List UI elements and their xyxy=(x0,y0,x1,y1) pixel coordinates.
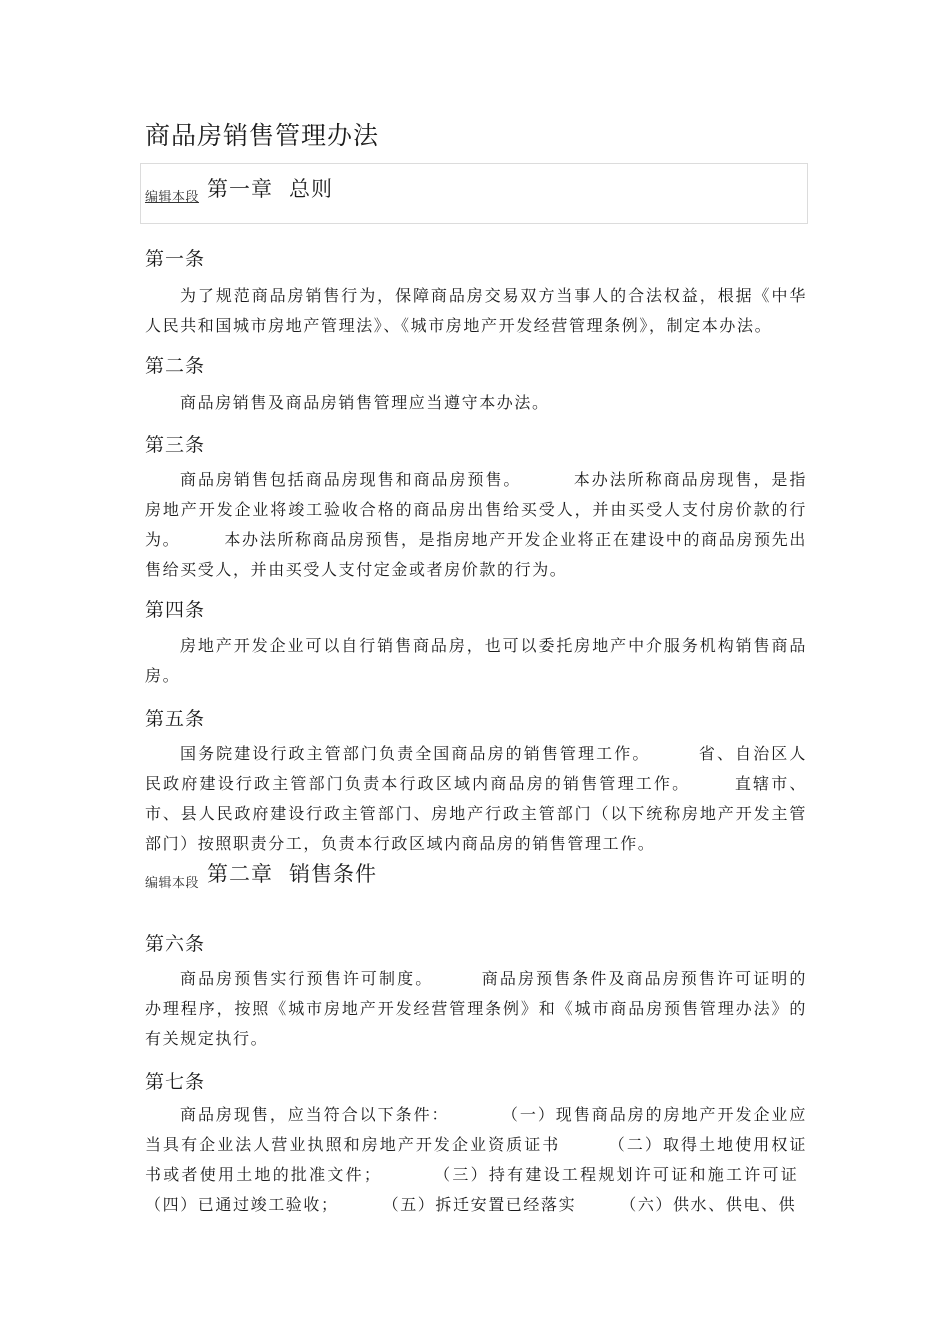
chapter-1-name: 总则 xyxy=(289,177,333,201)
article-3-heading: 第三条 xyxy=(145,434,206,456)
article-4-text: 房地产开发企业可以自行销售商品房，也可以委托房地产中介服务机构销售商品房。 xyxy=(145,636,807,685)
article-1-text: 为了规范商品房销售行为，保障商品房交易双方当事人的合法权益，根据《中华人民共和国城市房地产管理法》、《城市房地产开发经营管理条例》，制定本办法。 xyxy=(145,286,807,335)
article-5-clause-2: 省、自治区人民政府建设行政主管部门负责本行政区域内商品房的销售管理工作。 xyxy=(145,744,807,793)
edit-section-link[interactable]: 编辑本段 xyxy=(145,190,200,205)
article-5-text xyxy=(145,739,807,859)
article-1-heading: 第一条 xyxy=(145,248,206,270)
article-7-condition-6: （六）供水、供电、供 xyxy=(620,1195,797,1214)
article-5-clause-1: 国务院建设行政主管部门负责全国商品房的销售管理工作。 xyxy=(180,744,651,763)
article-3-clause-1: 商品房销售包括商品房现售和商品房预售。 xyxy=(180,470,522,489)
article-7-condition-4: （四）已通过竣工验收； xyxy=(145,1195,339,1214)
chapter-1-number: 第一章 xyxy=(207,177,273,201)
article-3-clause-3: 本办法所称商品房预售，是指房地产开发企业将正在建设中的商品房预先出售给买受人，并由买受人支付定金或者房价款的行为。 xyxy=(145,530,807,579)
article-7-condition-5: （五）拆迁安置已经落实 xyxy=(382,1195,577,1214)
article-7-condition-1: （一）现售商品房的房地产开发企业应当具有企业法人营业执照和房地产开发企业资质证书 xyxy=(145,1105,807,1154)
article-7-condition-2: （二）取得土地使用权证书或者使用土地的批准文件； xyxy=(145,1135,807,1184)
article-6-clause-1: 商品房预售实行预售许可制度。 xyxy=(180,969,434,988)
chapter-2-number: 第二章 xyxy=(207,862,273,886)
article-4-heading: 第四条 xyxy=(145,599,206,621)
article-2-heading: 第二条 xyxy=(145,355,206,377)
article-5-heading: 第五条 xyxy=(145,708,206,730)
document-title: 商品房销售管理办法 xyxy=(145,121,380,150)
article-7-condition-3: （三）持有建设工程规划许可证和施工许可证 xyxy=(433,1165,799,1184)
article-3-clause-2: 本办法所称商品房现售，是指房地产开发企业将竣工验收合格的商品房出售给买受人，并由买受人支付房价款的行为。 xyxy=(145,470,807,549)
article-7-intro: 商品房现售，应当符合以下条件： xyxy=(180,1105,450,1124)
article-6-heading: 第六条 xyxy=(145,933,206,955)
chapter-1-title xyxy=(207,173,333,203)
article-2-text: 商品房销售及商品房销售管理应当遵守本办法。 xyxy=(180,393,550,412)
article-6-clause-2: 商品房预售条件及商品房预售许可证明的办理程序，按照《城市房地产开发经营管理条例》和《城市商品房预售管理办法》的有关规定执行。 xyxy=(145,969,807,1048)
article-7-heading: 第七条 xyxy=(145,1071,206,1093)
article-7-text xyxy=(145,1100,807,1220)
edit-section-link-2[interactable]: 编辑本段 xyxy=(145,876,200,891)
chapter-2-title xyxy=(207,858,377,888)
article-6-text xyxy=(145,964,807,1054)
chapter-2-name: 销售条件 xyxy=(289,862,377,886)
article-3-text xyxy=(145,465,807,585)
chapter-1-header xyxy=(140,163,808,224)
article-5-clause-3: 直辖市、市、县人民政府建设行政主管部门、房地产行政主管部门（以下统称房地产开发主管部门）按照职责分工，负责本行政区域内商品房的销售管理工作。 xyxy=(145,774,807,853)
